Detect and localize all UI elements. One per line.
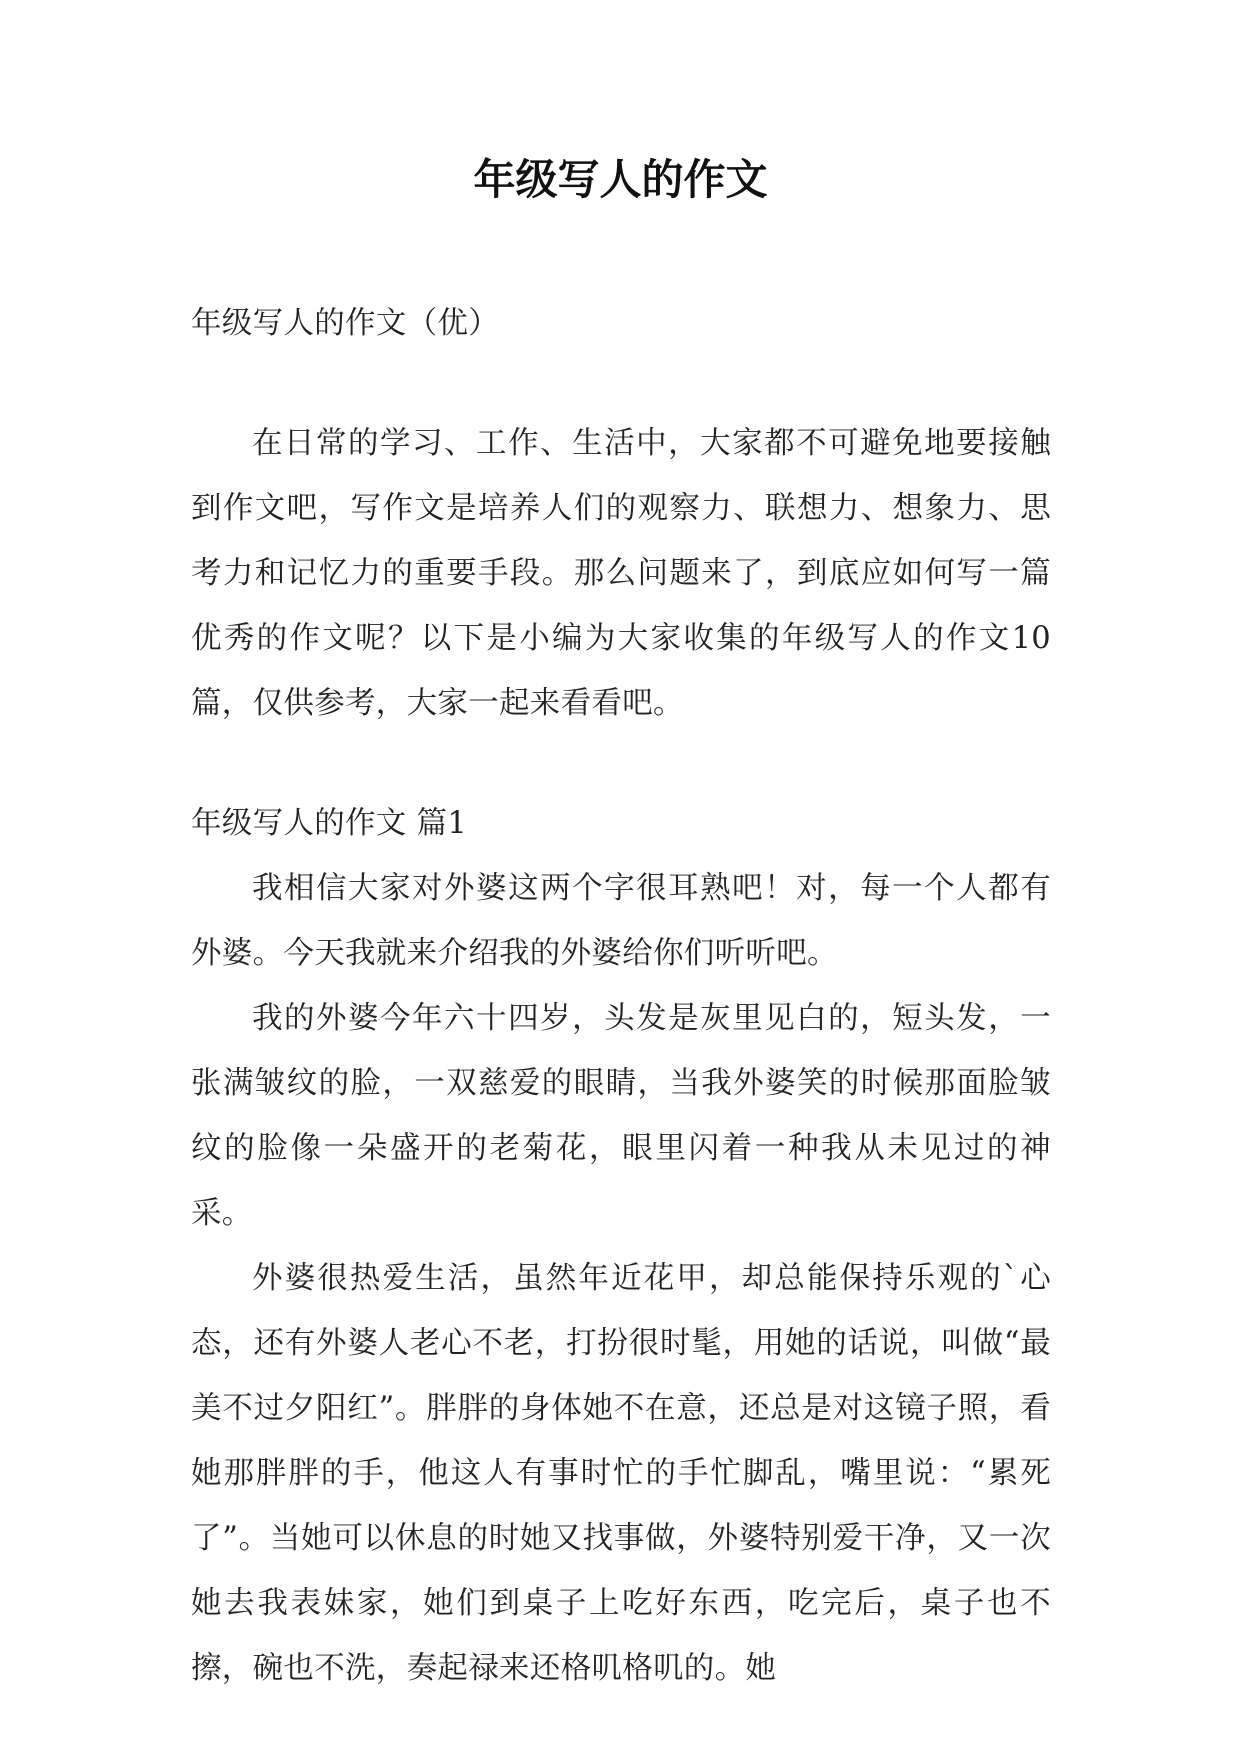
body-paragraph: 我相信大家对外婆这两个字很耳熟吧！对，每一个人都有外婆。今天我就来介绍我的外婆给你们听听吧。 <box>191 871 1051 971</box>
document-title: 年级写人的作文 <box>473 155 768 204</box>
document-subtitle: 年级写人的作文（优） <box>191 306 499 341</box>
body-paragraph: 外婆很热爱生活，虽然年近花甲，却总能保持乐观的`心态，还有外婆人老心不老，打扮很时髦，用她的话说，叫做“最美不过夕阳红”。胖胖的身体她不在意，还总是对这镜子照，看她那胖胖的手，他这人有事时忙的手忙脚乱，嘴里说：“累死了”。当她可以休息的时她又找事做，外婆特别爱干净，又一次她去我表妹家，她们到桌子上吃好东西，吃完后，桌子也不擦，碗也不洗，奏起禄来还格叽格叽的。她 <box>191 1261 1051 1686</box>
section-heading: 年级写人的作文 篇1 <box>191 806 468 841</box>
document-body <box>191 291 1051 1701</box>
body-paragraph: 我的外婆今年六十四岁，头发是灰里见白的，短头发，一张满皱纹的脸，一双慈爱的眼睛，当我外婆笑的时候那面脸皱纹的脸像一朵盛开的老菊花，眼里闪着一种我从未见过的神采。 <box>191 1001 1051 1231</box>
intro-paragraph: 在日常的学习、工作、生活中，大家都不可避免地要接触到作文吧，写作文是培养人们的观察力、联想力、想象力、思考力和记忆力的重要手段。那么问题来了，到底应如何写一篇优秀的作文呢？以下是小编为大家收集的年级写人的作文10篇，仅供参考，大家一起来看看吧。 <box>191 426 1051 721</box>
